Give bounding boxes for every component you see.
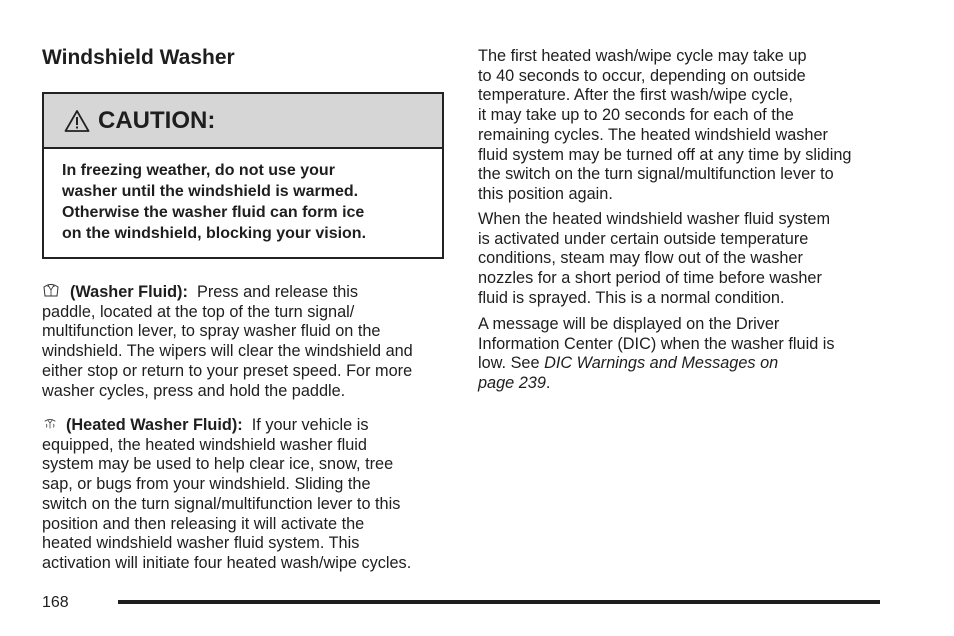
text-line: sap, or bugs from your windshield. Sliding the: [42, 475, 371, 494]
washer-fluid-label: (Washer Fluid):: [70, 283, 188, 301]
text-line: paddle, located at the top of the turn signal/: [42, 302, 355, 321]
washer-fluid-first-line: Press and release this: [196, 283, 359, 301]
text-line: The first heated wash/wipe cycle may take up: [478, 47, 807, 65]
right-paragraph-1: [478, 47, 888, 205]
text-line: heated windshield washer fluid system. This: [42, 534, 360, 553]
caution-box: [42, 92, 444, 259]
text-line: it may take up to 20 seconds for each of the: [478, 106, 794, 125]
text-fragment: .: [545, 374, 551, 393]
text-line: windshield. The wipers will clear the windshield and: [42, 342, 413, 361]
right-paragraph-3: [478, 315, 888, 394]
text-fragment: low. See: [478, 354, 540, 373]
text-line: is activated under certain outside temperature: [478, 229, 809, 248]
text-line: remaining cycles. The heated windshield washer: [478, 125, 828, 144]
text-line: the switch on the turn signal/multifunction lever to: [478, 165, 834, 184]
text-line: A message will be displayed on the Driver: [478, 315, 780, 333]
text-line: switch on the turn signal/multifunction lever to this: [42, 494, 401, 513]
text-line: this position again.: [478, 184, 613, 203]
heated-washer-fluid-label: (Heated Washer Fluid):: [66, 416, 243, 434]
text-line: When the heated windshield washer fluid system: [478, 210, 831, 228]
caution-line: Otherwise the washer fluid can form ice: [62, 204, 365, 221]
caution-header: [44, 94, 442, 149]
text-line: either stop or return to your preset speed. For more: [42, 361, 413, 380]
caution-line: In freezing weather, do not use your: [62, 162, 335, 179]
heated-washer-fluid-first-line: If your vehicle is: [251, 416, 369, 434]
text-line: nozzles for a short period of time before washer: [478, 269, 822, 288]
washer-fluid-icon: [42, 281, 60, 299]
caution-line: on the windshield, blocking your vision.: [62, 225, 367, 242]
footer-rule: [118, 600, 880, 604]
cross-reference-link[interactable]: DIC Warnings and Messages on: [544, 354, 779, 373]
cross-reference-page[interactable]: page 239: [478, 374, 546, 393]
text-line: to 40 seconds to occur, depending on outside: [478, 66, 806, 85]
text-line: Information Center (DIC) when the washer fluid is: [478, 334, 835, 353]
text-line: temperature. After the first wash/wipe cycle,: [478, 86, 793, 105]
page-number: 168: [42, 594, 69, 611]
text-line: position and then releasing it will activate the: [42, 514, 365, 533]
right-paragraph-2: [478, 210, 888, 309]
caution-text: [44, 149, 442, 244]
text-line: activation will initiate four heated wash/wipe cycles.: [42, 553, 412, 572]
text-line: conditions, steam may flow out of the washer: [478, 249, 803, 268]
text-line: system may be used to help clear ice, snow, tree: [42, 455, 394, 474]
text-line: fluid system may be turned off at any time by sliding: [478, 145, 852, 164]
warning-triangle-icon: [64, 109, 90, 133]
heated-washer-fluid-icon: [42, 414, 58, 432]
heated-washer-fluid-paragraph: [42, 414, 444, 574]
section-heading: Windshield Washer: [42, 46, 235, 69]
text-line: fluid is sprayed. This is a normal condition.: [478, 288, 785, 307]
caution-title: CAUTION:: [98, 106, 216, 134]
text-line: washer cycles, press and hold the paddle.: [42, 381, 346, 400]
washer-fluid-paragraph: [42, 281, 444, 401]
text-line: equipped, the heated windshield washer fluid: [42, 435, 367, 454]
caution-line: washer until the windshield is warmed.: [62, 183, 359, 200]
text-line: multifunction lever, to spray washer fluid on the: [42, 322, 381, 341]
